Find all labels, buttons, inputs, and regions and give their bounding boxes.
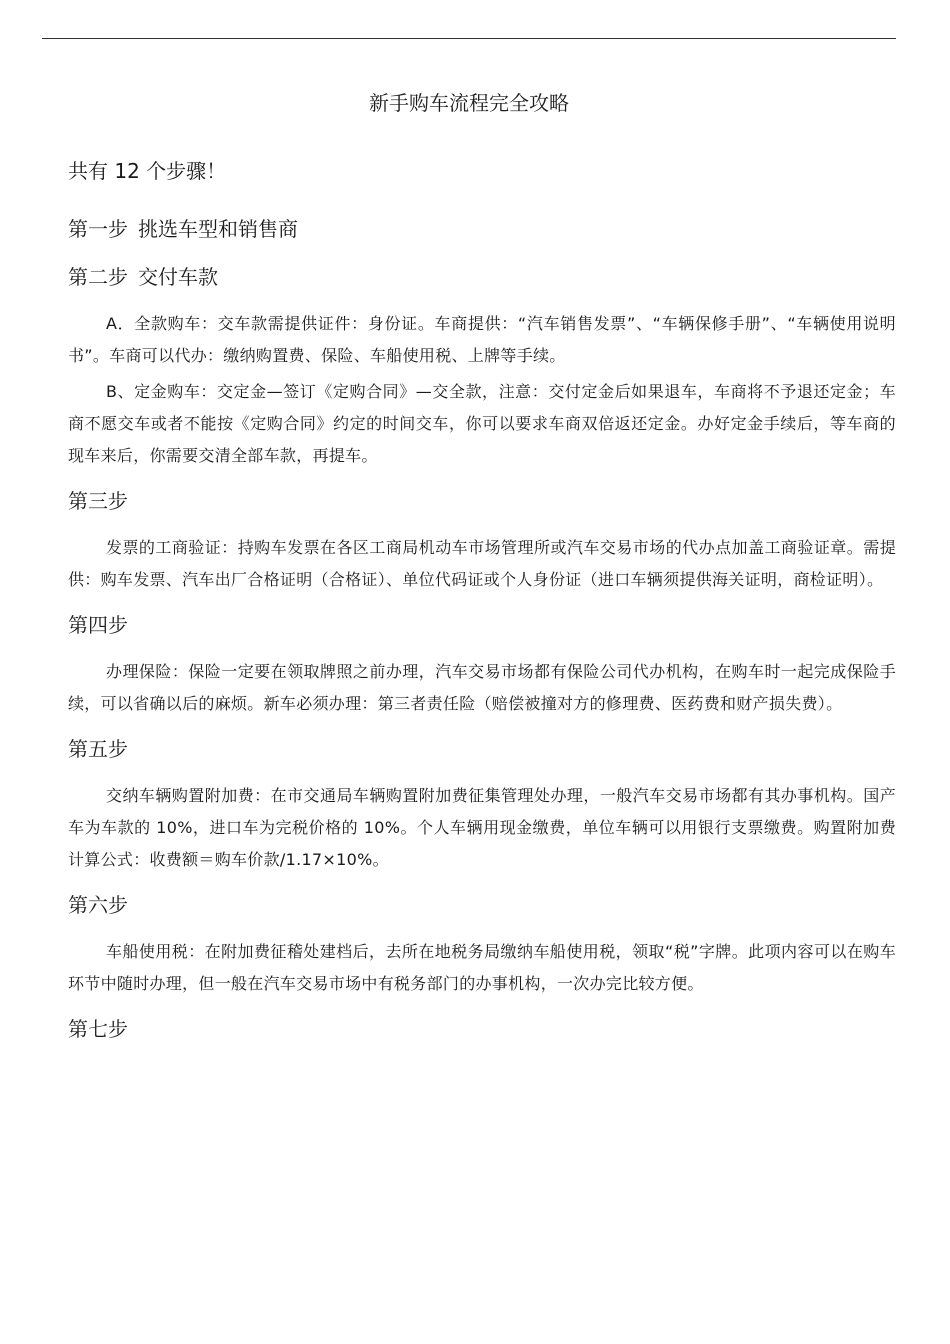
step-2 <box>68 262 896 472</box>
step-number: 第二步 <box>68 265 128 289</box>
document-title: 新手购车流程完全攻略 <box>369 91 569 115</box>
step-heading <box>68 890 896 920</box>
step-subtitle: 挑选车型和销售商 <box>138 217 298 241</box>
step-number: 第一步 <box>68 217 128 241</box>
step-paragraph: A．全款购车：交车款需提供证件：身份证。车商提供：“汽车销售发票”、“车辆保修手册”、“车辆使用说明书”。车商可以代办：缴纳购置费、保险、车船使用税、上牌等手续。 <box>68 314 896 365</box>
step-3 <box>68 486 896 596</box>
step-heading <box>68 214 896 244</box>
step-6 <box>68 890 896 1000</box>
step-paragraph: 交纳车辆购置附加费：在市交通局车辆购置附加费征集管理处办理，一般汽车交易市场都有其办事机构。国产车为车款的 10%，进口车为完税价格的 10%。个人车辆用现金缴费，单位车辆可以用银行支票缴费。购置附加费计算公式：收费额＝购车价款/1.17×10%。 <box>68 786 896 869</box>
step-heading <box>68 1014 896 1044</box>
step-7 <box>68 1014 896 1044</box>
step-number: 第三步 <box>68 489 128 513</box>
step-number: 第四步 <box>68 613 128 637</box>
step-heading <box>68 486 896 516</box>
step-4 <box>68 610 896 720</box>
step-paragraph: 车船使用税：在附加费征稽处建档后，去所在地税务局缴纳车船使用税，领取“税”字牌。此项内容可以在购车环节中随时办理，但一般在汽车交易市场中有税务部门的办事机构，一次办完比较方便。 <box>68 942 896 993</box>
document-body <box>68 156 896 1052</box>
step-paragraph: B、定金购车：交定金—签订《定购合同》—交全款，注意：交付定金后如果退车，车商将不予退还定金；车商不愿交车或者不能按《定购合同》约定的时间交车，你可以要求车商双倍返还定金。办好定金手续后，等车商的现车来后，你需要交清全部车款，再提车。 <box>68 382 896 465</box>
header-rule <box>42 38 896 39</box>
step-heading <box>68 734 896 764</box>
step-5 <box>68 734 896 876</box>
step-number: 第六步 <box>68 893 128 917</box>
steps-summary: 共有 12 个步骤！ <box>68 159 227 183</box>
step-number: 第七步 <box>68 1017 128 1041</box>
step-heading <box>68 610 896 640</box>
step-paragraph: 发票的工商验证：持购车发票在各区工商局机动车市场管理所或汽车交易市场的代办点加盖工商验证章。需提供：购车发票、汽车出厂合格证明（合格证）、单位代码证或个人身份证（进口车辆须提供海关证明，商检证明）。 <box>68 538 896 589</box>
step-subtitle: 交付车款 <box>138 265 218 289</box>
step-1 <box>68 214 896 244</box>
step-number: 第五步 <box>68 737 128 761</box>
step-paragraph: 办理保险：保险一定要在领取牌照之前办理，汽车交易市场都有保险公司代办机构，在购车时一起完成保险手续，可以省确以后的麻烦。新车必须办理：第三者责任险（赔偿被撞对方的修理费、医药费和财产损失费）。 <box>68 662 896 713</box>
step-heading <box>68 262 896 292</box>
